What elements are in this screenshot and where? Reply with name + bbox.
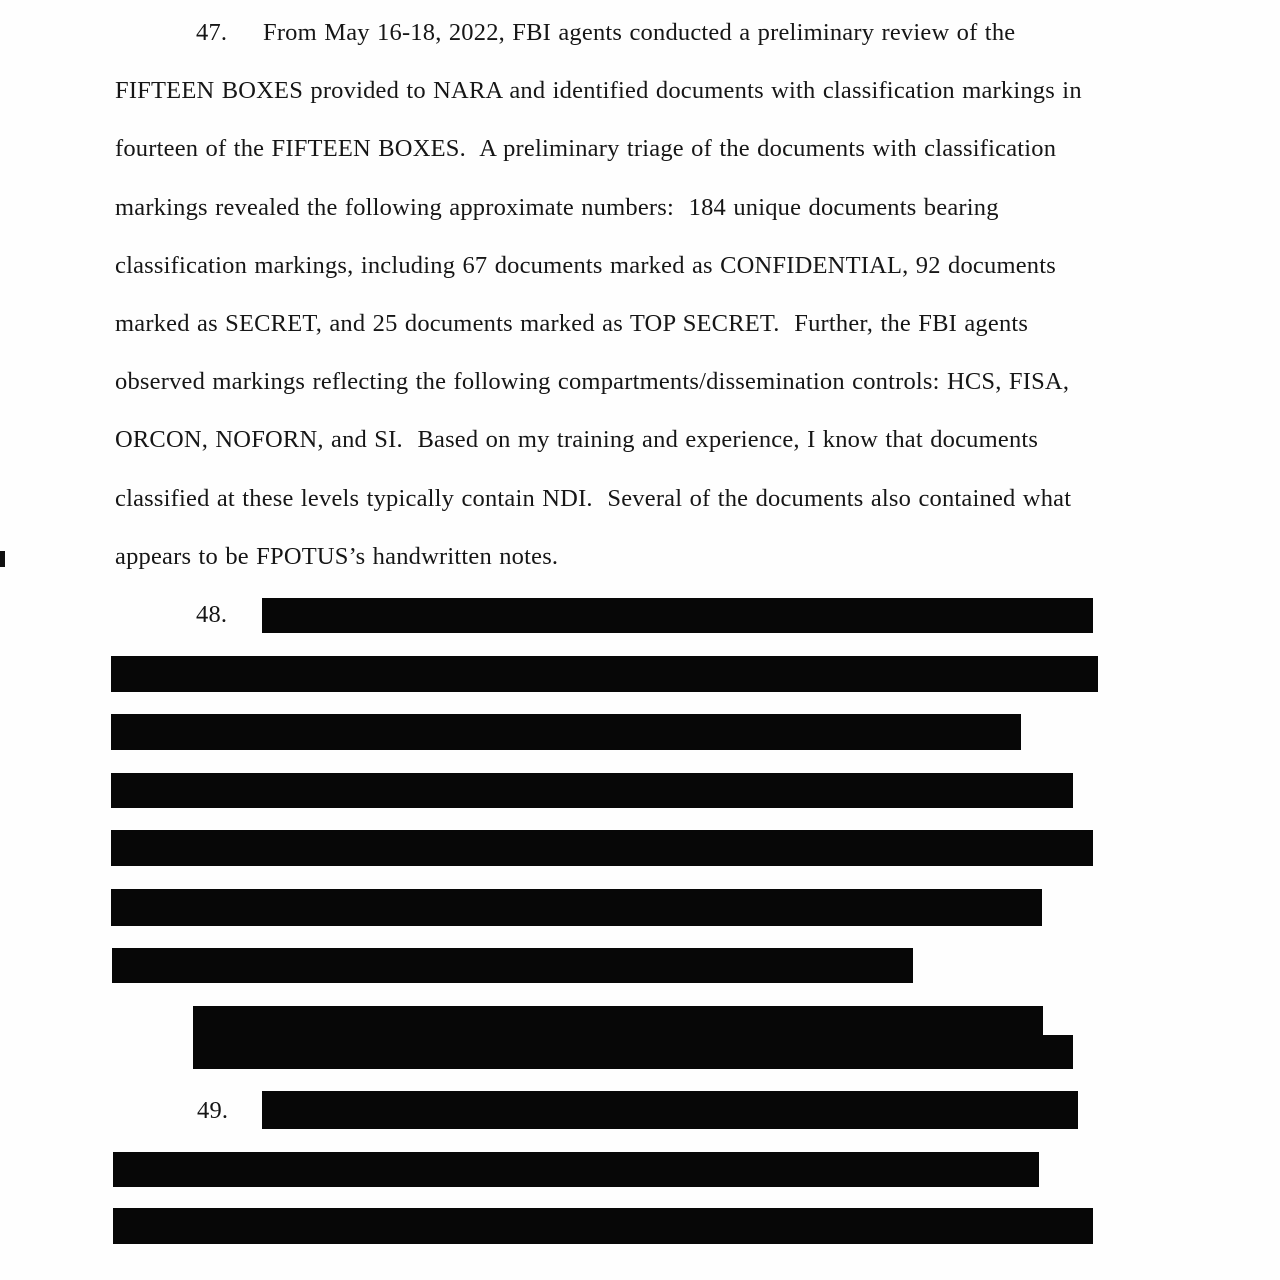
p47-line: FIFTEEN BOXES provided to NARA and identified documents with classification markings in [115,77,1082,104]
p47-line: appears to be FPOTUS’s handwritten notes. [115,543,559,570]
p47-line: marked as SECRET, and 25 documents marked as TOP SECRET. Further, the FBI agents [115,310,1029,337]
p48-number: 48. [196,601,228,628]
p47-line: observed markings reflecting the following compartments/dissemination controls: HCS, FISA, [115,368,1070,395]
p47-line: ORCON, NOFORN, and SI. Based on my training and experience, I know that documents [115,426,1039,453]
p47-line: fourteen of the FIFTEEN BOXES. A preliminary triage of the documents with classification [115,135,1057,162]
redaction-bar [262,598,1093,633]
p47-line: markings revealed the following approximate numbers: 184 unique documents bearing [115,194,999,221]
redaction-bar [193,1035,1073,1069]
p47-line: classification markings, including 67 documents marked as CONFIDENTIAL, 92 documents [115,252,1056,279]
redaction-bar [113,1208,1093,1244]
redaction-bar [262,1091,1078,1129]
p47-line: classified at these levels typically contain NDI. Several of the documents also contained what [115,485,1072,512]
p47-number: 47. [196,19,228,46]
redaction-bar [112,948,913,983]
redaction-bar [111,830,1093,866]
redaction-bar [111,889,1042,926]
scan-artifact [0,551,5,567]
redaction-bar [193,1006,1043,1036]
p47-line-text: From May 16-18, 2022, FBI agents conducted a preliminary review of the [263,19,1016,46]
redaction-bar [111,714,1021,750]
redaction-bar [111,656,1098,692]
p49-number: 49. [197,1097,229,1124]
redaction-bar [111,773,1073,808]
redaction-bar [113,1152,1039,1187]
